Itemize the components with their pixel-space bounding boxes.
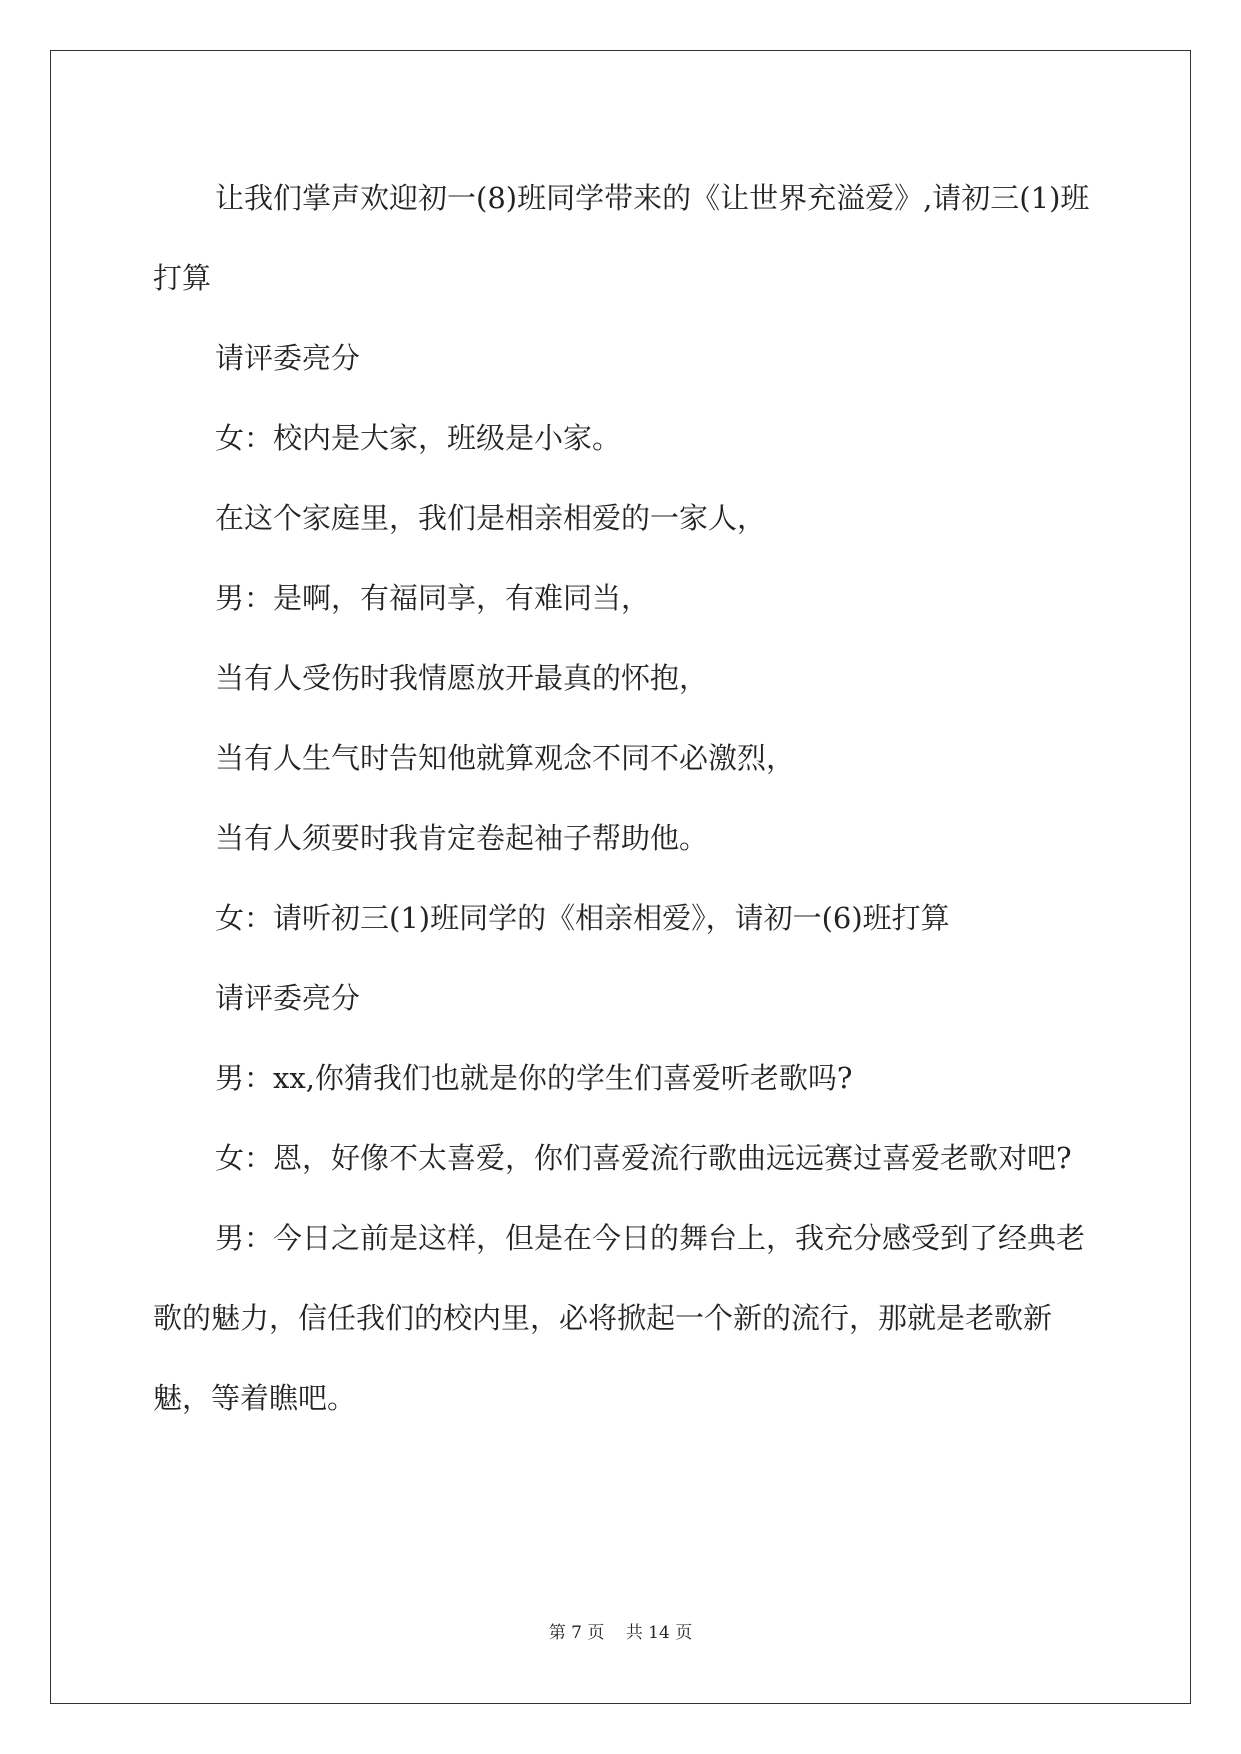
paragraph: 女：校内是大家，班级是小家。: [215, 421, 622, 455]
paragraph: 女：恩，好像不太喜爱，你们喜爱流行歌曲远远赛过喜爱老歌对吧?: [215, 1141, 1072, 1175]
paragraph: 请评委亮分: [215, 981, 361, 1015]
paragraph: 当有人须要时我肯定卷起袖子帮助他。: [215, 821, 709, 855]
paragraph: 当有人生气时告知他就算观念不同不必激烈，: [215, 741, 796, 775]
paragraph: 在这个家庭里，我们是相亲相爱的一家人，: [215, 501, 767, 535]
paragraph: 请评委亮分: [215, 341, 361, 375]
page-total: 共 14 页: [625, 1623, 693, 1643]
document-body: [153, 158, 1093, 1438]
paragraph: 男：今日之前是这样，但是在今日的舞台上，我充分感受到了经典老歌的魅力，信任我们的校内里，必将掀起一个新的流行，那就是老歌新魅，等着瞧吧。: [153, 1221, 1086, 1415]
paragraph: 当有人受伤时我情愿放开最真的怀抱，: [215, 661, 709, 695]
page-number: 第 7 页: [548, 1623, 605, 1643]
paragraph: 女：请听初三(1)班同学的《相亲相爱》，请初一(6)班打算: [215, 901, 950, 935]
paragraph: 男：xx,你猜我们也就是你的学生们喜爱听老歌吗?: [215, 1061, 853, 1095]
page-footer: [0, 1618, 1241, 1643]
paragraph: 男：是啊，有福同享，有难同当，: [215, 581, 651, 615]
paragraph: 让我们掌声欢迎初一(8)班同学带来的《让世界充溢爱》,请初三(1)班打算: [153, 181, 1090, 295]
